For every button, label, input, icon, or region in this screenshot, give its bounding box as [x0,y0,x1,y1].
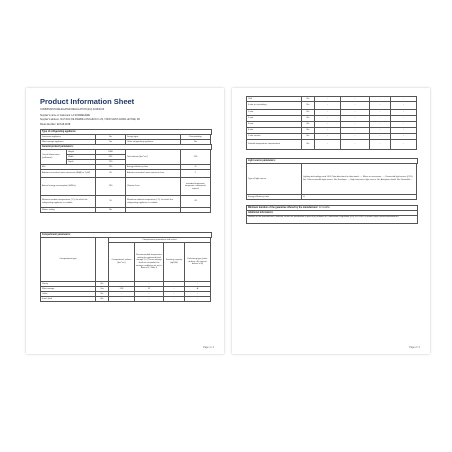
min-ambient-value: 10 [96,196,126,208]
compartment-freezing: - [370,128,391,134]
annual-energy-value: 130 [96,178,126,196]
compartment-name: 2-star section [247,134,302,140]
page-one [26,88,224,354]
compartment-present: No [302,128,315,134]
compartment-type-header: Compartment type [41,238,96,282]
compartment-temperature: - [341,116,370,122]
general-table [40,149,211,213]
compartment-defrost: - [391,110,417,116]
table-row [41,208,211,213]
annual-energy-label: Annual energy consumption (kWh/a) [41,178,96,196]
type-section-header: Type of refrigerating appliance: [40,129,212,135]
compartment-freezing: - [164,287,185,292]
compartment-present: No [302,140,315,150]
compartment-section-header: Compartment parameters: [40,232,212,238]
compartment-temperature: - [341,102,370,110]
compartment-freezing: - [370,97,391,102]
table-row [247,102,417,110]
defrosting-type-header: Defrosting type (auto-defrost = A, manual defrost = M) [185,243,211,282]
width-label: Width [67,155,96,160]
weblink-text: Weblink to the manufacturer's website, where the information in point 4(a) of Annex of Commission Regulation (EU) 2019/2019 is found: https://www.lasommeliere.fr [246,215,418,224]
total-volume-label: Total volume (dm³ or l) [126,150,181,165]
compartment-freezing: - [370,140,391,150]
depth-label: Depth [67,160,96,165]
compartment-temperature: - [341,128,370,134]
guarantee-label: Minimum duration of the guarantee offered by the manufacturer: [248,207,319,209]
compartment-freezing: - [370,102,391,110]
compartment-name: Fresh food [41,297,96,302]
wine-storage-label: Wine storage appliance [41,140,96,145]
compartment-volume: - [109,282,135,287]
freezing-capacity-header: Freezing capacity (kg/24h) [164,243,185,282]
light-section-header: Light source parameters: [246,158,418,164]
eei-label: EEI [41,165,96,170]
compartment-name: 1-star [247,110,302,116]
page-number: Page 2 / 2 [409,346,420,349]
model-identifier: Model identifier: ECS18.2Z2B [40,124,71,126]
table-row [41,196,211,208]
table-row [41,170,211,178]
wine-storage-value: Yes [96,140,126,145]
compartment-defrost: - [185,292,211,297]
regulation-subtitle: COMMISSION DELEGATED REGULATION (EU) 2019/2016 [40,108,105,111]
compartment-defrost: - [391,97,417,102]
compartment-present: No [302,110,315,116]
table-row [41,297,211,302]
other-appliance-label: Other refrigerating appliance: [126,140,181,145]
compartment-temperature: 12 [135,287,164,292]
table-row [247,164,417,195]
compartment-present: No [302,116,315,122]
winter-setting-label: Winter setting [41,208,96,213]
low-noise-label: Low-noise appliance [41,135,96,140]
compartment-present: No [302,134,315,140]
compartment-volume: - [109,292,135,297]
design-type-label: Design type: [126,135,181,140]
compartment-name: 0-star or ice-making [247,102,302,110]
supplier-name: Supplier's name or trademark: LA SOMMELIÈRE [40,115,90,117]
compartment-present: Yes [96,287,109,292]
winter-setting-value: No [96,208,126,213]
light-class-value: G [302,195,417,200]
light-class-label: Energy efficiency class [247,195,302,200]
eei-value: 125 [96,165,126,170]
compartment-defrost: - [391,140,417,150]
compartment-temperature: - [135,297,164,302]
compartment-temperature: - [341,134,370,140]
climate-class-label: Climate class: [126,178,181,196]
compartment-freezing: - [370,110,391,116]
temperature-header: Recommended temperature setting for optimised food storage (°C) These settings shall not contradict the storage conditions set out in Annex IV, Table 3 [135,243,164,282]
compartment-name: Pantry [41,282,96,287]
compartment-freezing: - [370,134,391,140]
dimensions-label: Overall dimensions (millimetre) [41,150,67,165]
min-ambient-label: Minimum ambient temperature (°C), for which the refrigerating appliance is suitable [41,196,96,208]
compartment-present: No [302,97,315,102]
low-noise-value: No [96,135,126,140]
compartment-freezing: - [164,297,185,302]
energy-class-label: Energy efficiency class [126,165,181,170]
compartment-freezing: - [164,282,185,287]
compartment-volume: - [109,297,135,302]
table-row [41,178,211,196]
compartment-name: Wine storage [41,287,96,292]
airborne-noise-label: Airborne acoustical noise emissions (dB(A) re 1 pW) [41,170,96,178]
compartment-table [40,237,211,302]
total-volume-value: 518 [181,150,211,165]
climate-class-value: extended temperate, temperate, subtropical, tropical [181,178,211,196]
max-ambient-label: Maximum ambient temperature (°C), for which the refrigerating appliance is suitable [126,196,181,208]
compartment-temperature: - [341,110,370,116]
height-label: Height [67,150,96,155]
page-number: Page 1 / 2 [203,346,214,349]
compartment-defrost: - [391,102,417,110]
compartment-group-header: Compartment parameters and values [109,238,211,243]
compartment-present: No [96,297,109,302]
compartment-volume: - [315,122,341,128]
compartment-freezing: - [164,292,185,297]
compartment-temperature: - [341,140,370,150]
compartment-present: No [96,292,109,297]
page-two [232,88,430,354]
compartment-temperature: - [135,282,164,287]
design-type-value: Freestanding [181,135,211,140]
compartment-defrost: - [391,128,417,134]
energy-class-value: G [181,165,211,170]
compartment-defrost: - [391,134,417,140]
compartment-volume: - [315,102,341,110]
airborne-noise-value: 39 [96,170,126,178]
compartment-freezing: - [370,116,391,122]
volume-header: Compartment volume (dm³ or l) [109,243,135,282]
width-value: 595 [96,155,126,160]
other-appliance-value: No [181,140,211,145]
depth-value: 720 [96,160,126,165]
compartment-volume: - [315,134,341,140]
compartment-volume: - [315,140,341,150]
airborne-class-value: C [181,170,211,178]
supplier-address: Supplier's address: 30 ZI ZAC DE PIERRE LONGUE DU LUS, 73230 SAINT ALBAN LEYSSE, FR [40,119,140,121]
compartment-freezing: - [370,122,391,128]
compartment-defrost: - [185,297,211,302]
compartment-temperature: - [341,97,370,102]
compartment-name: Chill [247,97,302,102]
compartment-present: No [302,102,315,110]
airborne-class-label: Airborne acoustical noise emission class [126,170,181,178]
table-row [247,140,417,150]
compartment-defrost: A [185,287,211,292]
compartment-name: 2-star [247,116,302,122]
compartment-name: Cellar [41,292,96,297]
compartment-present: No [96,282,109,287]
compartment-volume: 518 [109,287,135,292]
compartment-volume: - [315,116,341,122]
light-type-value: Lighting technology used: LED; Non-directional or directional: ...; Mains or non-mains: ...; Connected light source (CLS): No; Colour-tuneable light source: No; Envelope: ...; High luminance light source: No; Anti-glare shield: No; Dimmable: ... [302,164,417,195]
compartment-defrost: - [185,282,211,287]
light-table [246,163,417,200]
compartment-name: 3-star [247,122,302,128]
guarantee-value: 12 months [318,207,330,209]
general-section-header: General product parameters: [40,144,212,150]
compartment-name: 4-star [247,128,302,134]
compartment-defrost: - [391,116,417,122]
table-row [247,195,417,200]
compartment-temperature: - [341,122,370,128]
sheet-title: Product Information Sheet [40,97,135,106]
compartment-volume: - [315,110,341,116]
max-ambient-value: 43 [181,196,211,208]
compartment-name: Variable temperature compartment [247,140,302,150]
height-value: 1860 [96,150,126,155]
light-type-label: Type of light source [247,164,302,195]
compartment-volume: - [315,128,341,134]
additional-info-header: Additional information: [246,210,418,216]
compartment-present: No [302,122,315,128]
compartment-temperature: - [135,292,164,297]
compartment-table-continued [246,96,417,150]
compartment-volume: - [315,97,341,102]
compartment-defrost: - [391,122,417,128]
